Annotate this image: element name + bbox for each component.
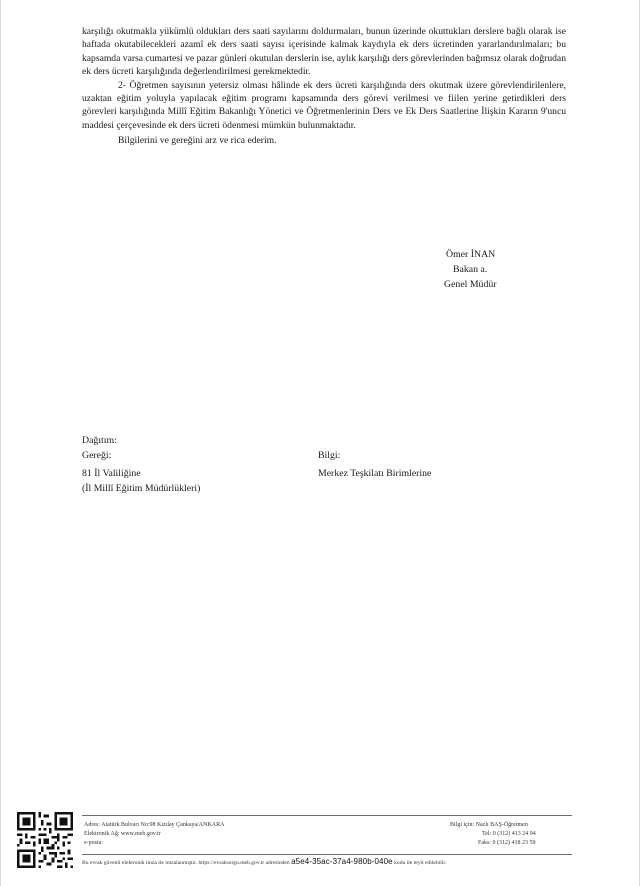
- footer-divider-bottom: [82, 854, 572, 855]
- distribution-heading: Dağıtım:: [82, 435, 117, 446]
- verification-line: [82, 858, 582, 867]
- footer-network: Elektronik Ağ: www.meb.gov.tr: [84, 831, 161, 837]
- footer-address: Adres: Atatürk Bulvarı No:98 Kızılay Çankaya/ANKARA: [84, 822, 225, 828]
- info-recipient: Merkez Teşkilatı Birimlerine: [318, 468, 432, 479]
- signer-title-2: Genel Müdür: [444, 279, 497, 290]
- verification-suffix: kodu ile teyit edilebilir.: [394, 860, 447, 866]
- qr-code-icon: [17, 812, 73, 868]
- footer-contact: Bilgi için: Nazlı BAŞ-Öğretmen: [450, 822, 528, 828]
- signature-block: [440, 247, 544, 292]
- verification-prefix: Bu evrak güvenli elektronik imza ile imzalanmıştır. https://evraksorgu.meb.gov.tr adresinden: [82, 860, 290, 866]
- body-paragraph-2: 2- Öğretmen sayısının yetersiz olması hâlinde ek ders ücreti karşılığında ders okutmak üzere görevlendirilenlere, uzaktan eğitim yoluyla yapılacak eğitim programı kapsamında ders görevi verilmesi ve fiilen yerine getirdikleri ders görevleri karşılığında Millî Eğitim Bakanlığı Yönetici ve Öğretmenlerinin Ders ve Ek Ders Saatlerine İlişkin Kararın 9'uncu maddesi çerçevesinde ek ders ücreti ödenmesi mümkün bulunmaktadır.: [82, 79, 566, 131]
- footer-fax: Faks: 0 (312) 418 23 59: [478, 840, 536, 846]
- closing-sentence: Bilgilerini ve gereğini arz ve rica ederim.: [118, 135, 277, 147]
- footer-email: e-posta:: [84, 840, 103, 846]
- letter-body: [82, 25, 566, 148]
- footer-tel: Tel: 0 (312) 413 24 94: [482, 831, 536, 837]
- info-heading: Bilgi:: [318, 450, 341, 461]
- signer-name: Ömer İNAN: [446, 249, 496, 260]
- body-paragraph-1: karşılığı okutmakla yükümlü oldukları ders saati sayılarını doldurmaları, bunun üzerinde okuttukları derslere bağlı olarak ise haftada okutabilecekleri azamî ek ders saati sayısı içerisinde kalmak kaydıyla ek ders ücretinden yararlandırılmaları; bu kapsamda varsa cumartesi ve pazar günleri okutulan derslerin ise, aylık karşılığı ders görevlerinden bağımsız olarak doğrudan ek ders ücreti karşılığında değerlendirilmesi gerekmektedir.: [82, 26, 566, 78]
- action-heading: Gereği:: [82, 450, 112, 461]
- footer-divider-top: [82, 815, 572, 816]
- signer-title-1: Bakan a.: [453, 264, 488, 275]
- verification-code: a5e4-35ac-37a4-980b-040e: [291, 857, 393, 866]
- action-recipient-note: (İl Millî Eğitim Müdürlükleri): [82, 483, 201, 494]
- action-recipient: 81 İl Valiliğine: [82, 468, 141, 479]
